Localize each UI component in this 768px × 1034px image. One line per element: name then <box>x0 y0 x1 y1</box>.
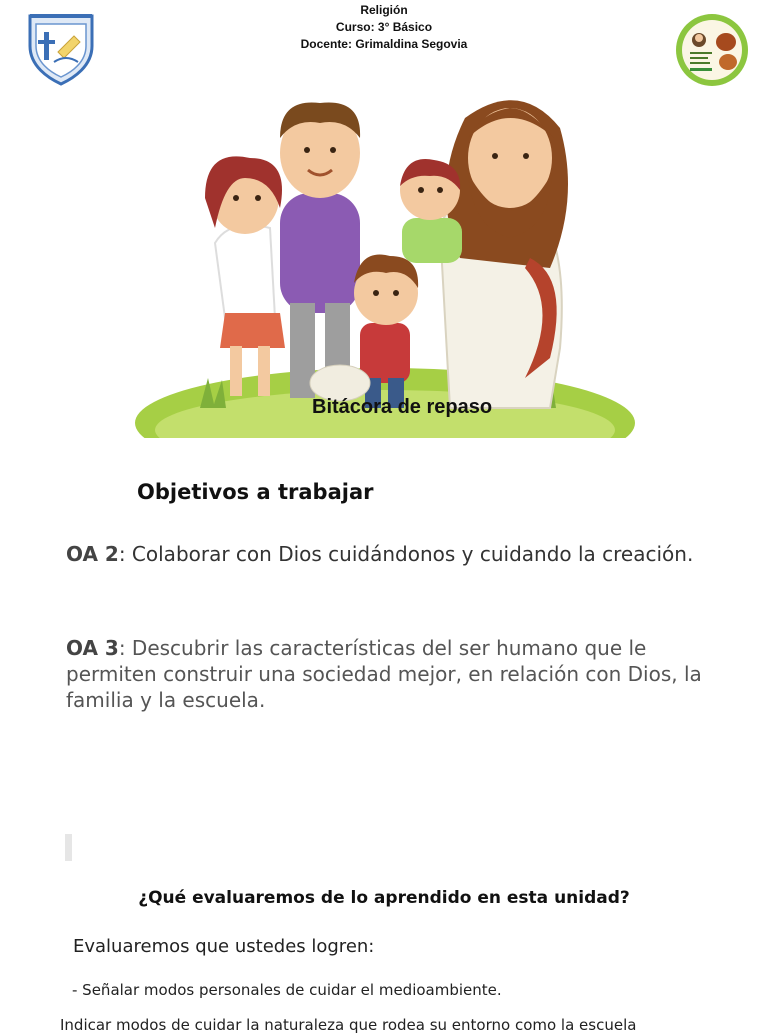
cover-illustration <box>130 78 640 438</box>
course-label: Curso: 3° Básico <box>335 20 433 34</box>
subject-label: Religión <box>360 3 408 17</box>
objective-code: OA 2 <box>66 542 119 566</box>
evaluation-question: ¿Qué evaluaremos de lo aprendido en esta unidad? <box>138 888 630 908</box>
father-figure <box>280 102 360 398</box>
document-header <box>0 2 768 53</box>
objective-text: : Colaborar con Dios cuidándonos y cuidando la creación. <box>118 542 694 566</box>
objective-code: OA 3 <box>66 636 119 660</box>
mother-figure <box>205 156 285 396</box>
divider-mark <box>65 834 72 861</box>
objectives-heading: Objetivos a trabajar <box>137 480 374 504</box>
objective-text: : Descubrir las características del ser humano que le permiten construir una sociedad mejor, en relación con Dios, la familia y la escuela. <box>66 636 702 712</box>
objective-oa2 <box>66 541 706 567</box>
mercy-badge-logo <box>674 12 750 88</box>
school-shield-logo <box>24 12 98 86</box>
evaluation-bullet: - Señalar modos personales de cuidar el medioambiente. <box>72 981 502 999</box>
cover-caption: Bitácora de repaso <box>312 396 493 418</box>
evaluation-bullet: Indicar modos de cuidar la naturaleza que rodea su entorno como la escuela <box>60 1016 637 1034</box>
evaluation-intro: Evaluaremos que ustedes logren: <box>73 936 375 957</box>
objective-oa3 <box>66 635 706 713</box>
teacher-label: Docente: Grimaldina Segovia <box>300 37 468 51</box>
